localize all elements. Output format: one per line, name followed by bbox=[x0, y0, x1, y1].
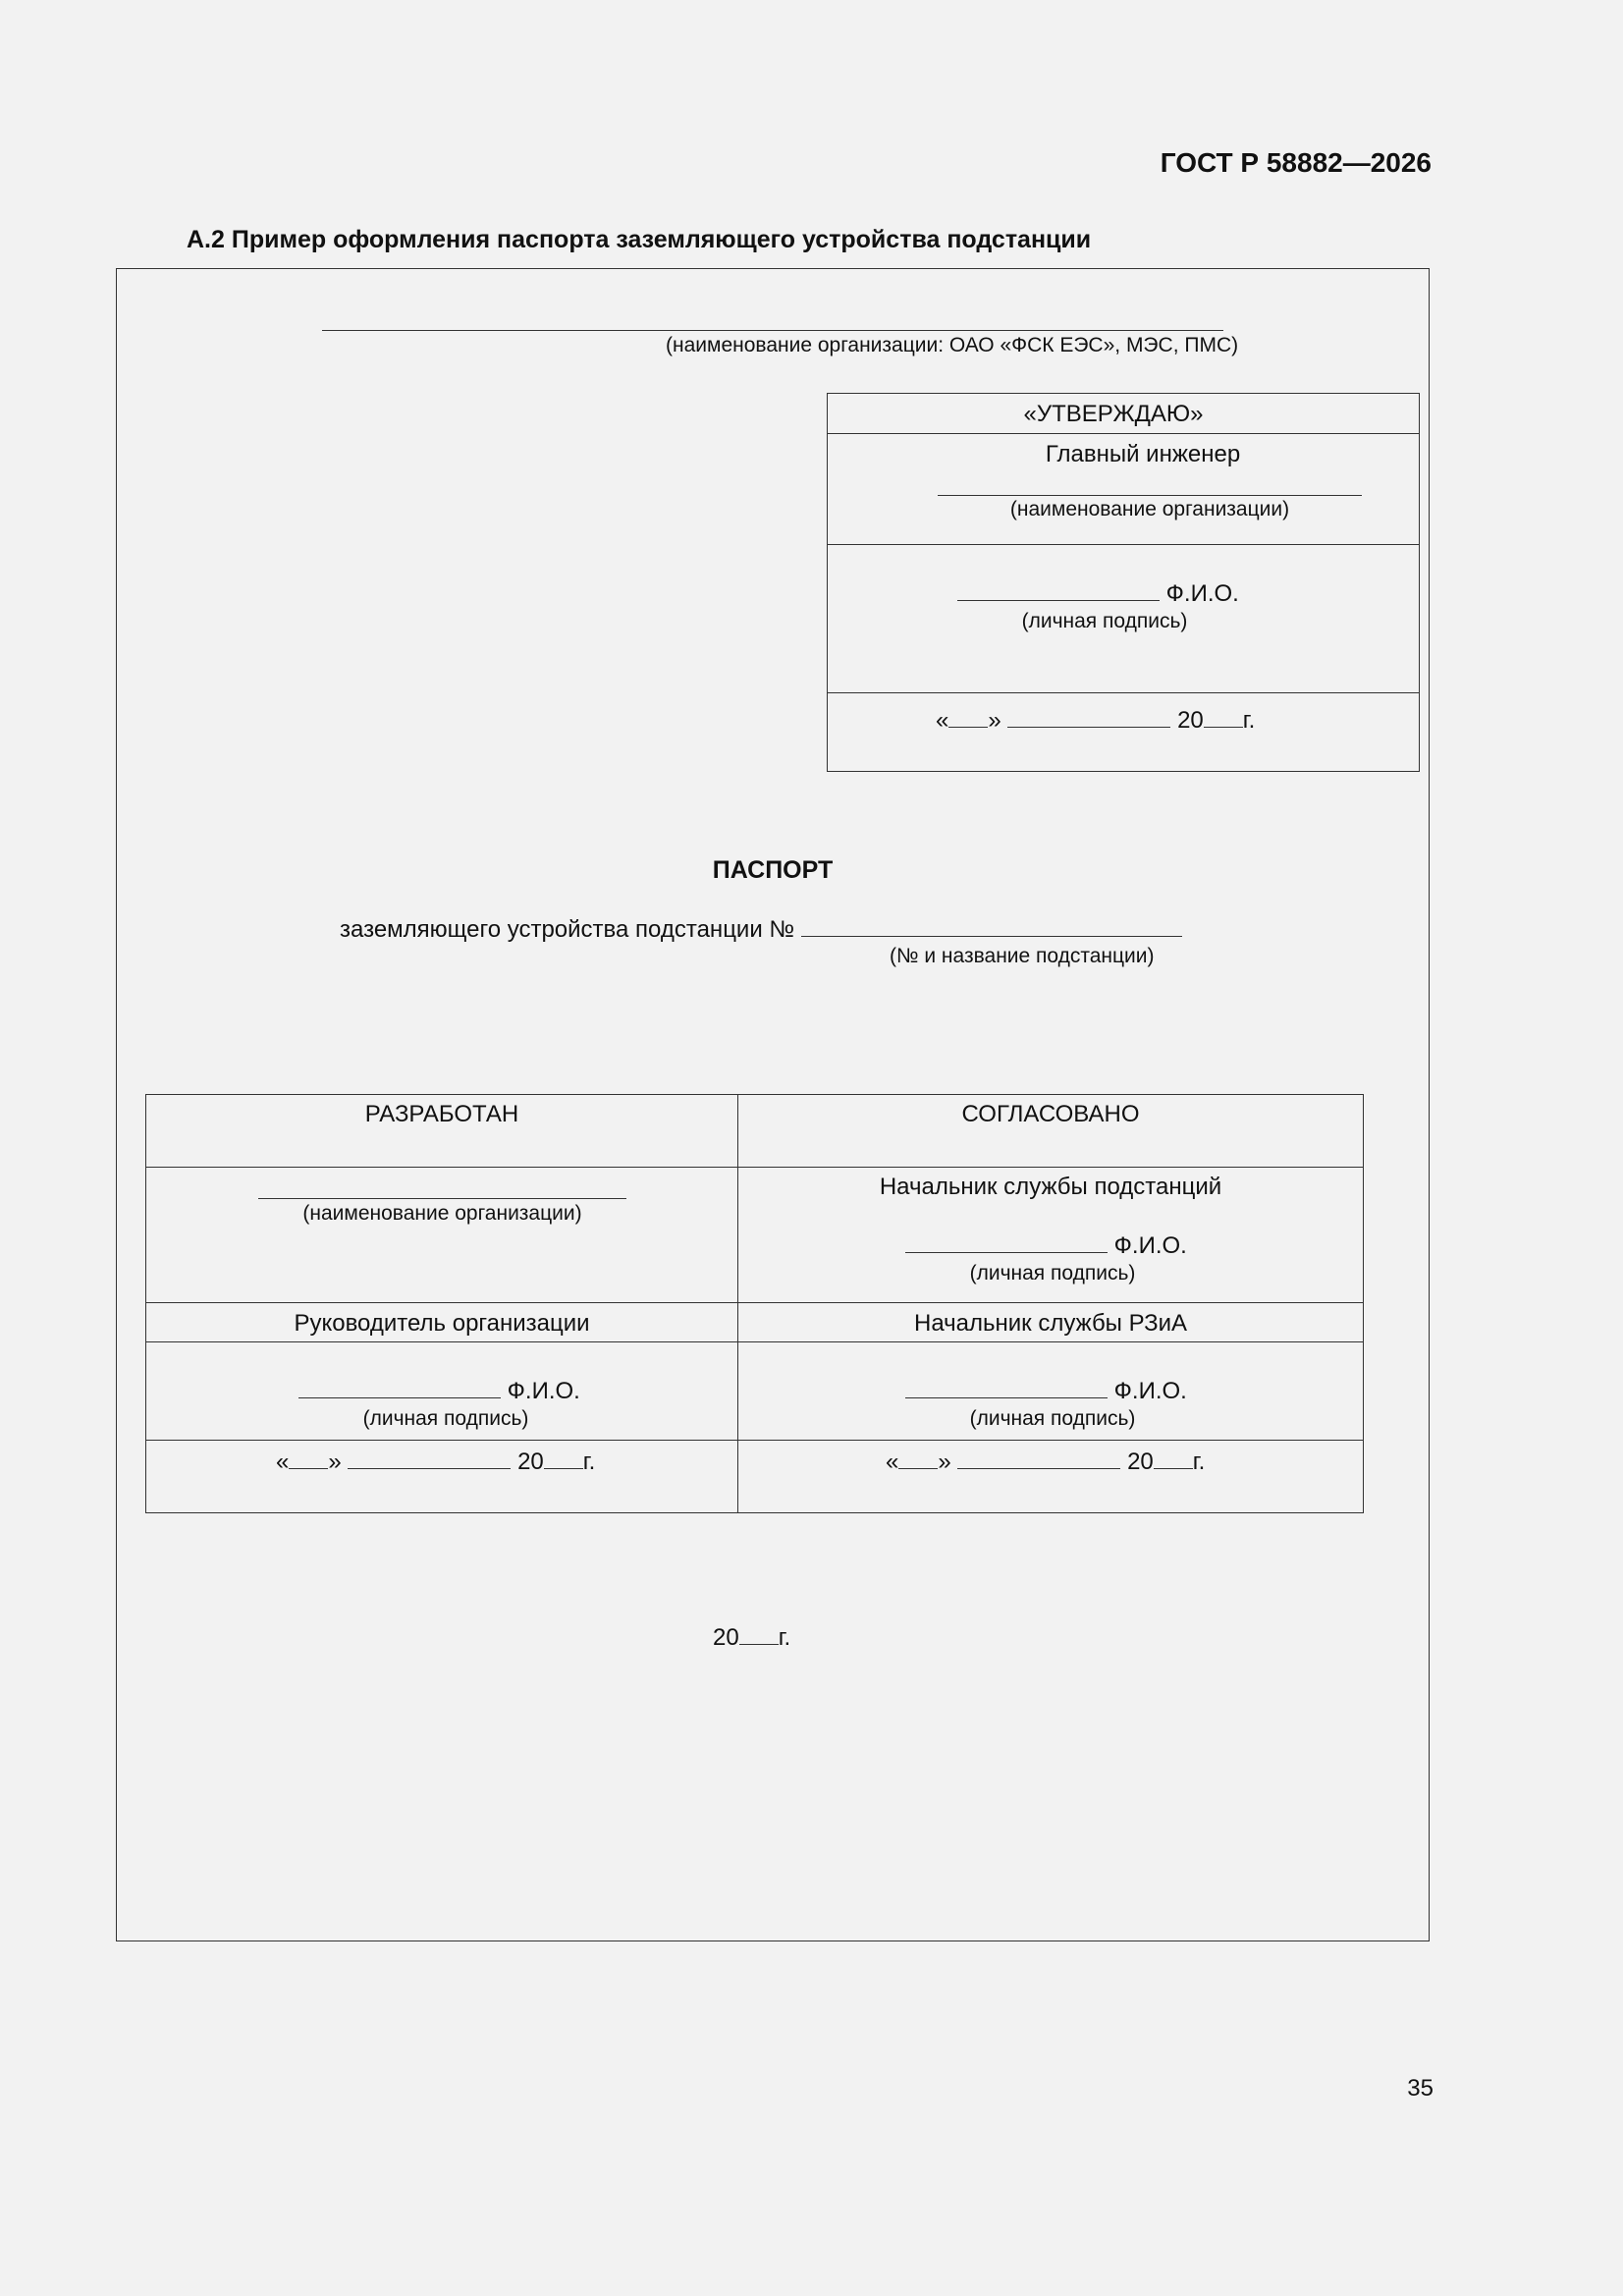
org-head-signature-line bbox=[298, 1376, 501, 1398]
approval-signature-row bbox=[828, 545, 1419, 693]
approval-position: Главный инженер bbox=[1045, 441, 1241, 467]
head-substations-signature-line bbox=[905, 1230, 1108, 1253]
developed-org-line bbox=[258, 1198, 626, 1199]
approval-signature-caption: (личная подпись) bbox=[1021, 610, 1188, 632]
year-prefix: 20 bbox=[1127, 1449, 1154, 1475]
month-blank bbox=[957, 1447, 1120, 1469]
org-name-line bbox=[322, 330, 1223, 331]
day-blank bbox=[289, 1447, 328, 1469]
developed-org-caption: (наименование организации) bbox=[302, 1202, 582, 1225]
approval-fio-row bbox=[957, 578, 1239, 608]
day-blank bbox=[898, 1447, 938, 1469]
page-number: 35 bbox=[1407, 2075, 1434, 2102]
approval-year-prefix: 20 bbox=[1177, 707, 1204, 734]
bottom-year-prefix: 20 bbox=[713, 1624, 739, 1651]
substation-caption: (№ и название подстанции) bbox=[890, 945, 1155, 967]
org-head-label: Руководитель организации bbox=[146, 1303, 738, 1342]
head-rza-signature-cell bbox=[738, 1342, 1364, 1441]
bottom-year-blank bbox=[739, 1622, 779, 1645]
head-rza-fio: Ф.И.О. bbox=[1113, 1378, 1187, 1404]
agreed-substation-cell bbox=[738, 1168, 1364, 1303]
approval-year-suffix: г. bbox=[1242, 707, 1256, 734]
head-rza-fio-row bbox=[905, 1376, 1187, 1405]
org-name-caption: (наименование организации: ОАО «ФСК ЕЭС», МЭС, ПМС) bbox=[666, 334, 1239, 356]
approval-block bbox=[827, 393, 1420, 772]
date-mid: » bbox=[328, 1449, 342, 1475]
org-head-signature-cell bbox=[146, 1342, 738, 1441]
bottom-year-suffix: г. bbox=[778, 1624, 791, 1651]
date-open: « bbox=[886, 1449, 899, 1475]
org-head-date-row bbox=[276, 1447, 595, 1476]
head-rza-date-cell bbox=[738, 1441, 1364, 1513]
head-rza-label: Начальник службы РЗиА bbox=[738, 1303, 1364, 1342]
head-rza-signature-caption: (личная подпись) bbox=[969, 1407, 1136, 1430]
org-head-signature-caption: (личная подпись) bbox=[362, 1407, 529, 1430]
table-row bbox=[146, 1303, 1364, 1342]
approval-org-row bbox=[828, 434, 1419, 545]
approval-signature-line bbox=[957, 578, 1160, 601]
head-rza-signature-line bbox=[905, 1376, 1108, 1398]
section-title: А.2 Пример оформления паспорта заземляющего устройства подстанции bbox=[187, 226, 1092, 253]
approval-date-mid: » bbox=[988, 707, 1001, 734]
approval-date-row bbox=[936, 705, 1255, 735]
year-suffix: г. bbox=[1192, 1449, 1206, 1475]
approval-org-line bbox=[938, 495, 1362, 496]
year-blank bbox=[544, 1447, 583, 1469]
head-substations-fio: Ф.И.О. bbox=[1113, 1232, 1187, 1259]
org-head-date-cell bbox=[146, 1441, 738, 1513]
approval-title: «УТВЕРЖДАЮ» bbox=[1023, 401, 1204, 427]
developed-header: РАЗРАБОТАН bbox=[146, 1095, 738, 1168]
table-row bbox=[146, 1095, 1364, 1168]
date-open: « bbox=[276, 1449, 290, 1475]
head-substations-fio-row bbox=[905, 1230, 1187, 1260]
year-suffix: г. bbox=[582, 1449, 596, 1475]
passport-title: ПАСПОРТ bbox=[712, 856, 834, 884]
table-row bbox=[146, 1441, 1364, 1513]
year-blank bbox=[1154, 1447, 1193, 1469]
table-row bbox=[146, 1168, 1364, 1303]
approval-month-blank bbox=[1007, 705, 1170, 728]
approval-day-blank bbox=[948, 705, 988, 728]
developed-org-cell bbox=[146, 1168, 738, 1303]
approval-fio: Ф.И.О. bbox=[1165, 580, 1239, 607]
substation-line bbox=[801, 914, 1182, 937]
year-prefix: 20 bbox=[517, 1449, 544, 1475]
head-substations-label: Начальник службы подстанций bbox=[879, 1174, 1222, 1200]
approval-date-open: « bbox=[936, 707, 949, 734]
org-head-fio: Ф.И.О. bbox=[507, 1378, 580, 1404]
document-code: ГОСТ Р 58882—2026 bbox=[1160, 147, 1432, 178]
head-substations-signature-caption: (личная подпись) bbox=[969, 1262, 1136, 1285]
month-blank bbox=[348, 1447, 511, 1469]
agreed-header: СОГЛАСОВАНО bbox=[738, 1095, 1364, 1168]
date-mid: » bbox=[938, 1449, 951, 1475]
passport-subtitle-row bbox=[340, 914, 1182, 944]
approval-title-row bbox=[828, 394, 1419, 434]
bottom-year bbox=[713, 1622, 790, 1652]
head-rza-date-row bbox=[886, 1447, 1205, 1476]
org-head-fio-row bbox=[298, 1376, 580, 1405]
table-row bbox=[146, 1342, 1364, 1441]
approval-year-blank bbox=[1204, 705, 1243, 728]
passport-subtitle: заземляющего устройства подстанции № bbox=[340, 916, 795, 943]
approval-org-caption: (наименование организации) bbox=[1009, 498, 1290, 520]
signatures-table bbox=[145, 1094, 1364, 1513]
